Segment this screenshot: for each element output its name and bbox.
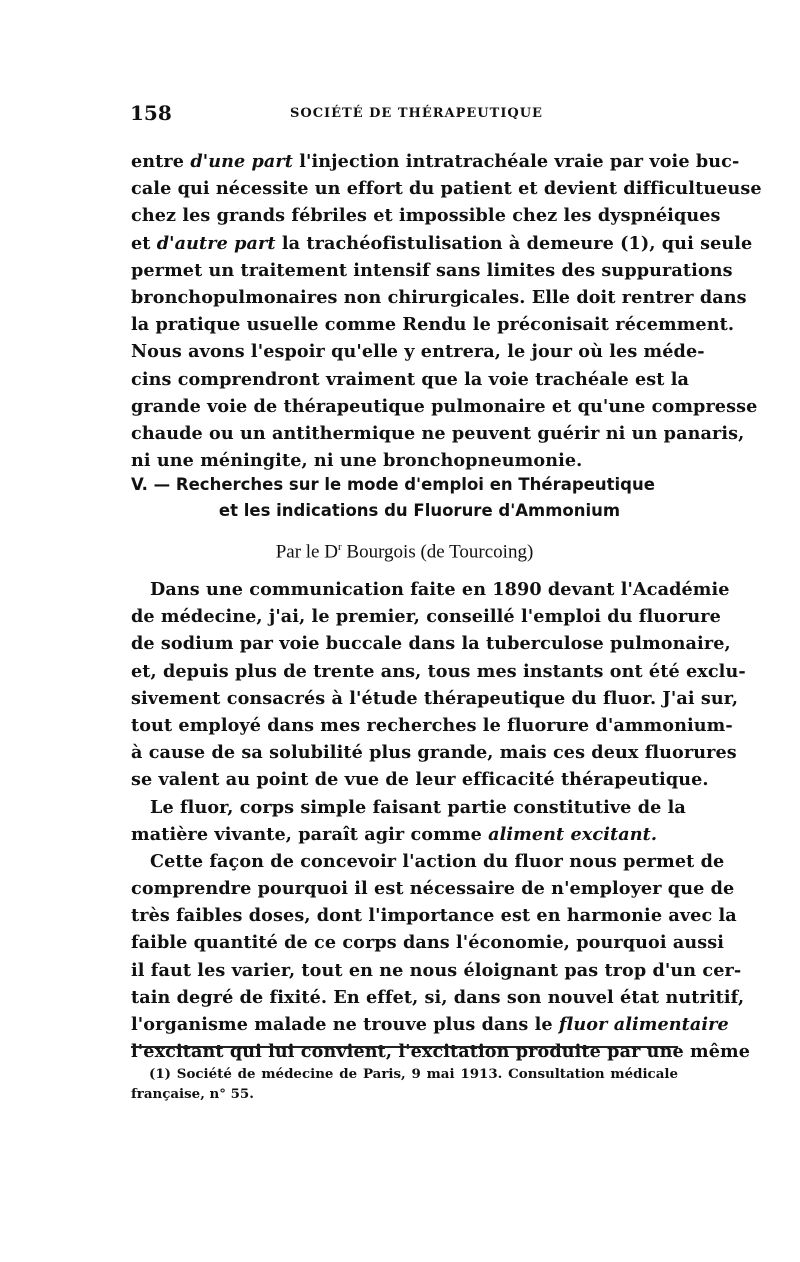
page-number: 158 (130, 101, 172, 125)
text-line: l'organisme malade ne trouve plus dans le fluor alimentaire (131, 1014, 729, 1035)
text-line: sivement consacrés à l'étude thérapeutique du fluor. J'ai sur, (131, 687, 739, 709)
text-line: bronchopulmonaires non chirurgicales. Elle doit rentrer dans (131, 286, 747, 308)
text-line: la pratique usuelle comme Rendu le préconisait récemment. (131, 314, 735, 336)
text-line: chaude ou un antithermique ne peuvent guérir ni un panaris, (131, 422, 745, 444)
footnote-divider (131, 1046, 678, 1048)
text-line: Cette façon de concevoir l'action du fluor nous permet de (150, 850, 725, 872)
text-line: chez les grands fébriles et impossible chez les dyspnéiques (131, 205, 721, 227)
section-heading (131, 472, 678, 524)
text-line: Nous avons l'espoir qu'elle y entrera, le jour où les méde- (131, 341, 705, 363)
journal-title: SOCIÉTÉ DE THÉRAPEUTIQUE (290, 106, 543, 121)
text-line: matière vivante, paraît agir comme aliment excitant. (131, 823, 658, 845)
text-line: ni une méningite, ni une bronchopneumonie. (131, 450, 583, 472)
text-line: faible quantité de ce corps dans l'économie, pourquoi aussi (131, 932, 725, 954)
text-line: de médecine, j'ai, le premier, conseillé l'emploi du fluorure (131, 606, 721, 628)
text-line: très faibles doses, dont l'importance est en harmonie avec la (131, 905, 737, 927)
text-line: et d'autre part la trachéofistulisation à demeure (1), qui seule (131, 232, 753, 254)
text-line: l'excitant qui lui convient, l'excitation produite par une même (131, 1041, 750, 1063)
text-line: Le fluor, corps simple faisant partie constitutive de la (150, 796, 686, 818)
text-line: cins comprendront vraiment que la voie trachéale est la (131, 368, 690, 390)
footnote-line-1: (1) Société de médecine de Paris, 9 mai 1913. Consultation médicale (149, 1066, 678, 1082)
footnote (131, 1064, 678, 1104)
text-line: tain degré de fixité. En effet, si, dans son nouvel état nutritif, (131, 986, 745, 1008)
text-line: il faut les varier, tout en ne nous éloignant pas trop d'un cer- (131, 959, 742, 981)
paragraph-2 (131, 576, 750, 1065)
text-line: de sodium par voie buccale dans la tuberculose pulmonaire, (131, 633, 731, 655)
running-head (130, 98, 678, 128)
text-line: et, depuis plus de trente ans, tous mes instants ont été exclu- (131, 660, 746, 682)
text-line: tout employé dans mes recherches le fluorure d'ammonium- (131, 714, 733, 736)
author-byline: Par le $D^r$ Bourgois (de Tourcoing) (275, 541, 534, 563)
text-line: grande voie de thérapeutique pulmonaire et qu'une compresse (131, 395, 758, 417)
section-heading-line-2: et les indications du Fluorure d'Ammonium (218, 501, 621, 520)
text-line: comprendre pourquoi il est nécessaire de n'employer que de (131, 878, 735, 900)
footnote-line-2: française, n° 55. (131, 1086, 254, 1102)
section-heading-line-1: V. — Recherches sur le mode d'emploi en Thérapeutique (131, 475, 655, 494)
text-line: se valent au point de vue de leur efficacité thérapeutique. (131, 769, 709, 791)
text-line: entre d'une part l'injection intratrachéale vraie par voie buc- (131, 151, 740, 172)
text-line: permet un traitement intensif sans limites des suppurations (131, 259, 733, 281)
text-line: cale qui nécessite un effort du patient et devient difficultueuse (131, 178, 762, 200)
text-line: à cause de sa solubilité plus grande, mais ces deux fluorures (131, 742, 737, 764)
text-line: Dans une communication faite en 1890 devant l'Académie (150, 579, 730, 600)
paragraph-1 (131, 148, 762, 474)
